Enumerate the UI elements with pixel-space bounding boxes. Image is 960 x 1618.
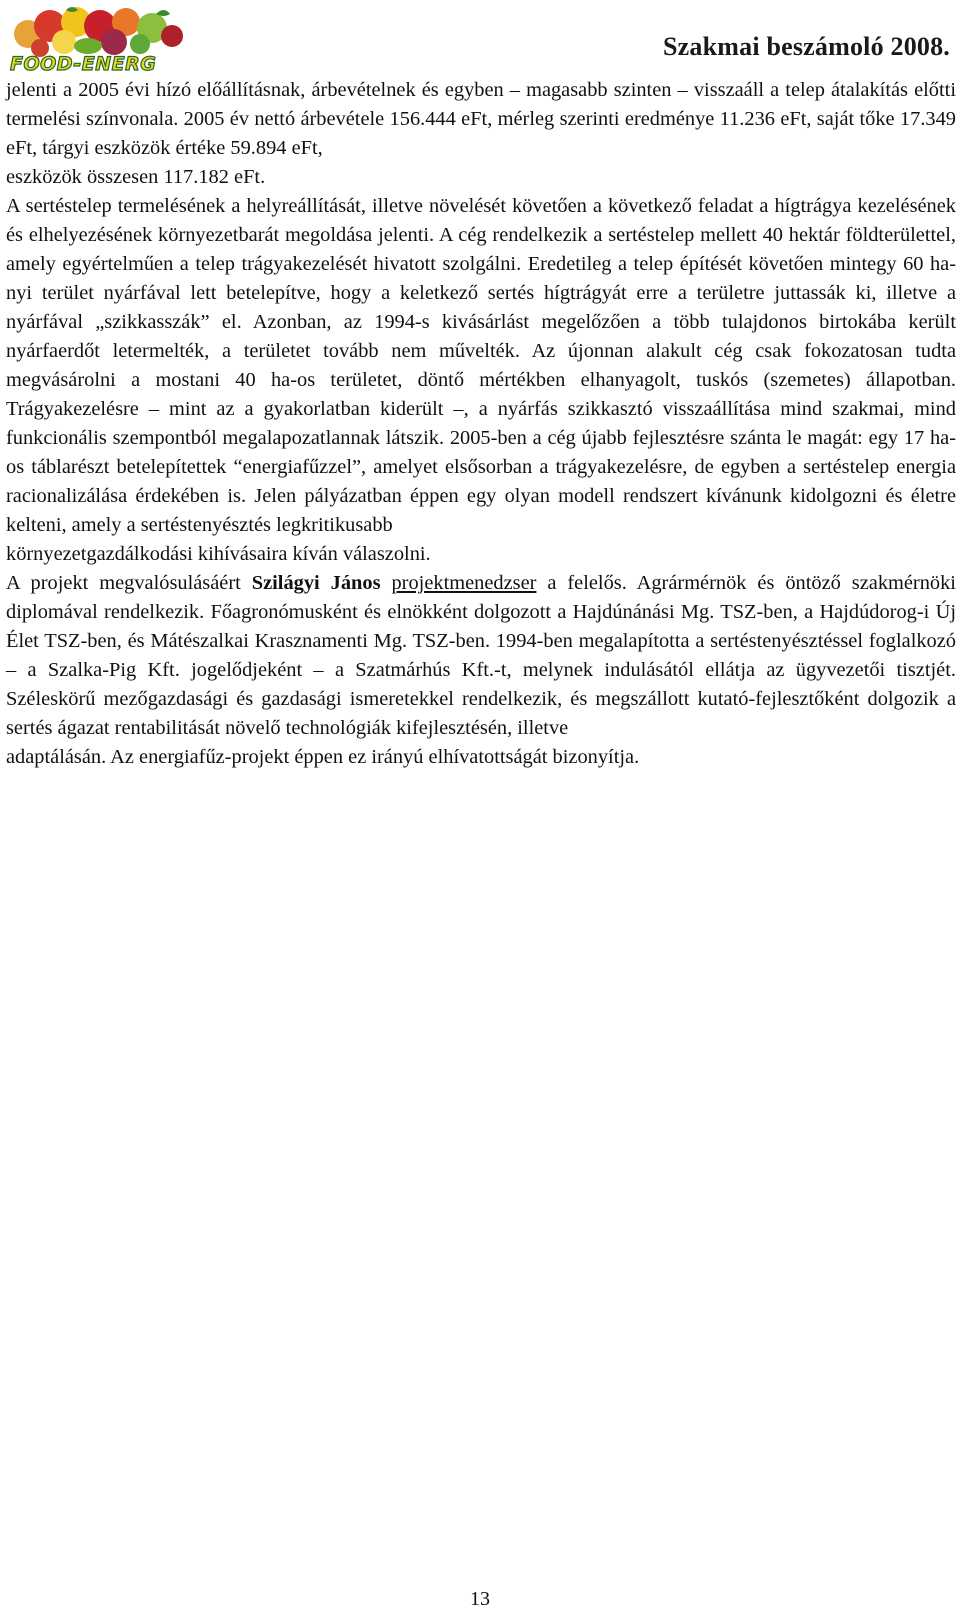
paragraph-text: A sertéstelep termelésének a helyreállítását, illetve növelését követően a következő feladat a hígtrágya kezelésének és elhelyezésének környezetbarát megoldása jelenti. A cég rendelkezik a sertéstelep mellett 40 hektár földterülettel, amely egyértelműen a telep trágyakezelését hivatott szolgálni. Eredetileg a telep építését követően mintegy 60 ha-nyi terület nyárfával lett betelepítve, hogy a keletkező sertés hígtrágyát erre a területre juttassák ki, illetve a nyárfával „szikkasszák” el. Azonban, az 1994-s kivásárlást megelőzően a több tulajdonos birtokába került nyárfaerdőt letermelték, a területet tovább nem művelték. Az újonnan alakult cég csak fokozatosan tudta megvásárolni a mostani 40 ha-os területet, döntő mértékben elhanyagolt, tuskós (szemetes) állapotban. Trágyakezelésre – mint az a gyakorlatban kiderült –, a nyárfás szikkasztó visszaállítása mind szakmai, mind funkcionális szempontból megalapozatlannak látszik. 2005-ben a cég újabb fejlesztésre szánta le magát: egy 17 ha-os táblarészt betelepítettek “energiafűzzel”, amelyet elsősorban a trágyakezelésre, de egyben a sertéstelep energia racionalizálása érdekében is. Jelen pályázatban éppen egy olyan modell rendszert kívánunk kidolgozni és életre kelteni, amely a sertéstenyésztés legkritikusabb xyxy=(6,195,956,536)
paragraph-manure-management xyxy=(6,192,956,540)
document-body xyxy=(6,76,956,772)
paragraph-text: eszközök összesen 117.182 eFt. xyxy=(6,166,266,188)
manager-name: Szilágyi János xyxy=(251,572,381,594)
report-title: Szakmai beszámoló 2008. xyxy=(663,32,950,61)
paragraph-text: A projekt megvalósulásáért xyxy=(6,572,241,594)
page-header xyxy=(0,0,960,78)
paragraph-text: adaptálásán. Az energiafűz-projekt éppen ez irányú elhívatottságát bizonyítja. xyxy=(6,746,640,768)
paragraph-financials-end xyxy=(6,163,956,192)
paragraph-project-manager xyxy=(6,569,956,743)
food-energ-logo xyxy=(6,4,188,74)
paragraph-manure-management-end xyxy=(6,540,956,569)
logo-text: FOOD-ENERG xyxy=(10,53,157,74)
manager-role: projektmenedzser xyxy=(391,572,537,594)
paragraph-text: jelenti a 2005 évi hízó előállításnak, árbevételnek és egyben – magasabb szinten – visszaáll a telep átalakítás előtti termelési színvonala. 2005 év nettó árbevétele 156.444 eFt, mérleg szerinti eredménye 11.236 eFt, saját tőke 17.349 eFt, tárgyi eszközök értéke 59.894 eFt, xyxy=(6,79,956,159)
page-number: 13 xyxy=(470,1588,490,1610)
paragraph-financials xyxy=(6,76,956,163)
paragraph-text: környezetgazdálkodási kihívásaira kíván válaszolni. xyxy=(6,543,431,565)
paragraph-text: a felelős. Agrármérnök és öntöző szakmérnöki diplomával rendelkezik. Főagronómusként és elnökként dolgozott a Hajdúnánási Mg. TSZ-ben, a Hajdúdorog-i Új Élet TSZ-ben, és Mátészalkai Krasznamenti Mg. TSZ-ben. 1994-ben megalapította a sertéstenyésztéssel foglalkozó – a Szalka-Pig Kft. jogelődjeként – a Szatmárhús Kft.-t, melynek indulásától ellátja az ügyvezetői tisztjét. Széleskörű mezőgazdasági és gazdasági ismeretekkel rendelkezik, és megszállott kutató-fejlesztőként dolgozik a sertés ágazat rentabilitását növelő technológiák kifejlesztésén, illetve xyxy=(6,572,956,739)
paragraph-project-manager-end xyxy=(6,743,956,772)
